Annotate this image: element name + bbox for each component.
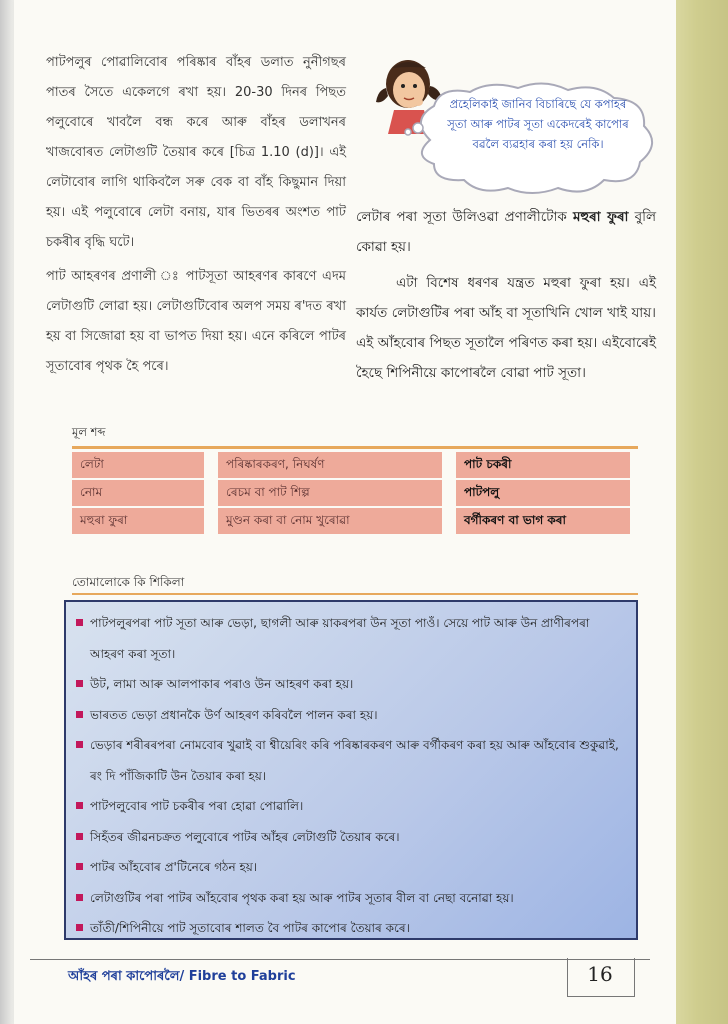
learned-list (66, 602, 636, 944)
method-text: পাটসূতা আহৰণৰ কাৰণে এদম লেটাগুটি লোৱা হয়। লেটাগুটিবোৰ অলপ সময় ৰ'দত ৰখা হয় বা সিজোৱা হয় বা ভাপত দিয়া হয়। এনে কৰিলে পাটৰ সূতাবোৰ পৃথক হৈ পৰে। (46, 269, 346, 374)
footer-rule (30, 959, 650, 960)
keyword-cell: মহুৰা ফুৰা (72, 508, 204, 534)
learned-rule (72, 593, 638, 595)
keyword-cell: ৰেচম বা পাট শিল্প (218, 480, 442, 506)
keyword-row (72, 480, 638, 506)
keyword-row (72, 508, 638, 534)
learned-item: সিহঁতৰ জীৱনচক্ৰত পলুবোৰে পাটৰ আঁহৰ লেটাগুটি তৈয়াৰ কৰে। (76, 822, 626, 853)
page-number: 16 (587, 962, 613, 986)
keyword-cell: মুণ্ডন কৰা বা নোম খুৰোৱা (218, 508, 442, 534)
learned-item: উট, লামা আৰু আলপাকাৰ পৰাও উন আহৰণ কৰা হয়। (76, 669, 626, 700)
keyword-cell: বৰ্গীকৰণ বা ভাগ কৰা (456, 508, 630, 534)
learned-item: পাটপলুৰপৰা পাট সূতা আৰু ভেড়া, ছাগলী আৰু য়াকৰপৰা উন সূতা পাওঁ। সেয়ে পাট আৰু উন প্ৰাণীৰপৰা আহৰণ কৰা সূতা। (76, 608, 626, 669)
chapter-title-english: Fibre to Fabric (188, 969, 296, 984)
chapter-title-assamese: আঁহৰ পৰা কাপোৰলৈ (68, 969, 180, 984)
keyword-cell: পৰিষ্কাৰকৰণ, নিঘৰ্ষণ (218, 452, 442, 478)
keyword-row (72, 452, 638, 478)
left-paragraph-2 (46, 262, 346, 382)
learned-item: ভেড়াৰ শৰীৰৰপৰা নোমবোৰ খুৱাই বা শ্বীয়েৰিং কৰি পৰিষ্কাৰকৰণ আৰু বৰ্গীকৰণ কৰা হয় আৰু আঁহবোৰ শুকুৱাই, ৰং দি পাঁজিকাটি উন তৈয়াৰ কৰা হয়। (76, 730, 626, 791)
learned-title: তোমালোকে কি শিকিলা (72, 575, 185, 589)
title-separator: / (179, 969, 185, 984)
method-heading: পাট আহৰণৰ প্ৰণালী ঃ (46, 269, 181, 284)
left-column (46, 48, 346, 386)
keywords-title: মূল শব্দ (72, 425, 106, 439)
page-binding-shadow (0, 0, 14, 1024)
keyword-cell: পাট চকৰী (456, 452, 630, 478)
keywords-table (72, 452, 638, 536)
learned-box (64, 600, 638, 940)
term-mahura-fura: মহুৰা ফুৰা (572, 209, 629, 225)
learned-item: পাটপলুবোৰ পাট চকৰীৰ পৰা হোৱা পোৱালি। (76, 791, 626, 822)
right-column (356, 202, 656, 394)
right-p1-end: বুলি কোৱা হয়। (356, 209, 657, 255)
learned-item: তাঁতী/শিপিনীয়ে পাট সূতাবোৰ শালত বৈ পাটৰ কাপোৰ তৈয়াৰ কৰে। (76, 913, 626, 944)
bubble-text: প্ৰহেলিকাই জানিব বিচাৰিছে যে কপাহৰ সূতা আৰু পাটৰ সূতা একেদৰেই কাপোৰ বৱলৈ ব্যৱহাৰ কৰা হয় নেকি। (447, 97, 629, 151)
keywords-rule (72, 446, 638, 449)
keyword-cell: নোম (72, 480, 204, 506)
right-paragraph-1 (356, 202, 656, 262)
learned-item: পাটৰ আঁহবোৰ প্ৰ'টিনেৰে গঠন হয়। (76, 852, 626, 883)
page-edge-strip (676, 0, 728, 1024)
learned-item: লেটাগুটিৰ পৰা পাটৰ আঁহবোৰ পৃথক কৰা হয় আৰু পাটৰ সূতাৰ বীল বা নেছা বনোৱা হয়। (76, 883, 626, 914)
right-p1-text: লেটাৰ পৰা সূতা উলিওৱা প্ৰণালীটোক (356, 209, 567, 225)
footer-chapter-title (68, 967, 296, 988)
left-paragraph-1: পাটপলুৰ পোৱালিবোৰ পৰিষ্কাৰ বাঁহৰ ডলাত নুনীগছৰ পাতৰ সৈতে একেলগে ৰখা হয়। 20-30 দিনৰ পিছত পলুবোৰে খাবলৈ বন্ধ কৰে আৰু বাঁহৰ ডলাখনৰ খাজবোৰত লেটাগুটি তৈয়াৰ কৰে [চিত্ৰ 1.10 (d)]। এই লেটাবোৰ লাগি থাকিবলৈ সৰু বেক বা বাঁহ কিছুমান দিয়া হয়। এই পলুবোৰে লেটা বনায়, যাৰ ভিতৰৰ অংশত পাট চকৰীৰ বৃদ্ধি ঘটে। (46, 55, 346, 250)
keyword-cell: লেটা (72, 452, 204, 478)
right-paragraph-2: এটা বিশেষ ধৰণৰ যন্ত্ৰত মহুৰা ফুৰা হয়। এই কাৰ্যত লেটাগুটিৰ পৰা আঁহ বা সূতাখিনি খোল খাই যায়। এই আঁহবোৰ পিছত সূতালৈ পৰিণত কৰা হয়। এইবোৰেই হৈছে শিপিনীয়ে কাপোৰলৈ বোৱা পাট সূতা। (356, 275, 656, 381)
keyword-cell: পাটপলু (456, 480, 630, 506)
learned-item: ভাৰতত ভেড়া প্ৰধানকৈ উৰ্ণ আহৰণ কৰিবলৈ পালন কৰা হয়। (76, 700, 626, 731)
